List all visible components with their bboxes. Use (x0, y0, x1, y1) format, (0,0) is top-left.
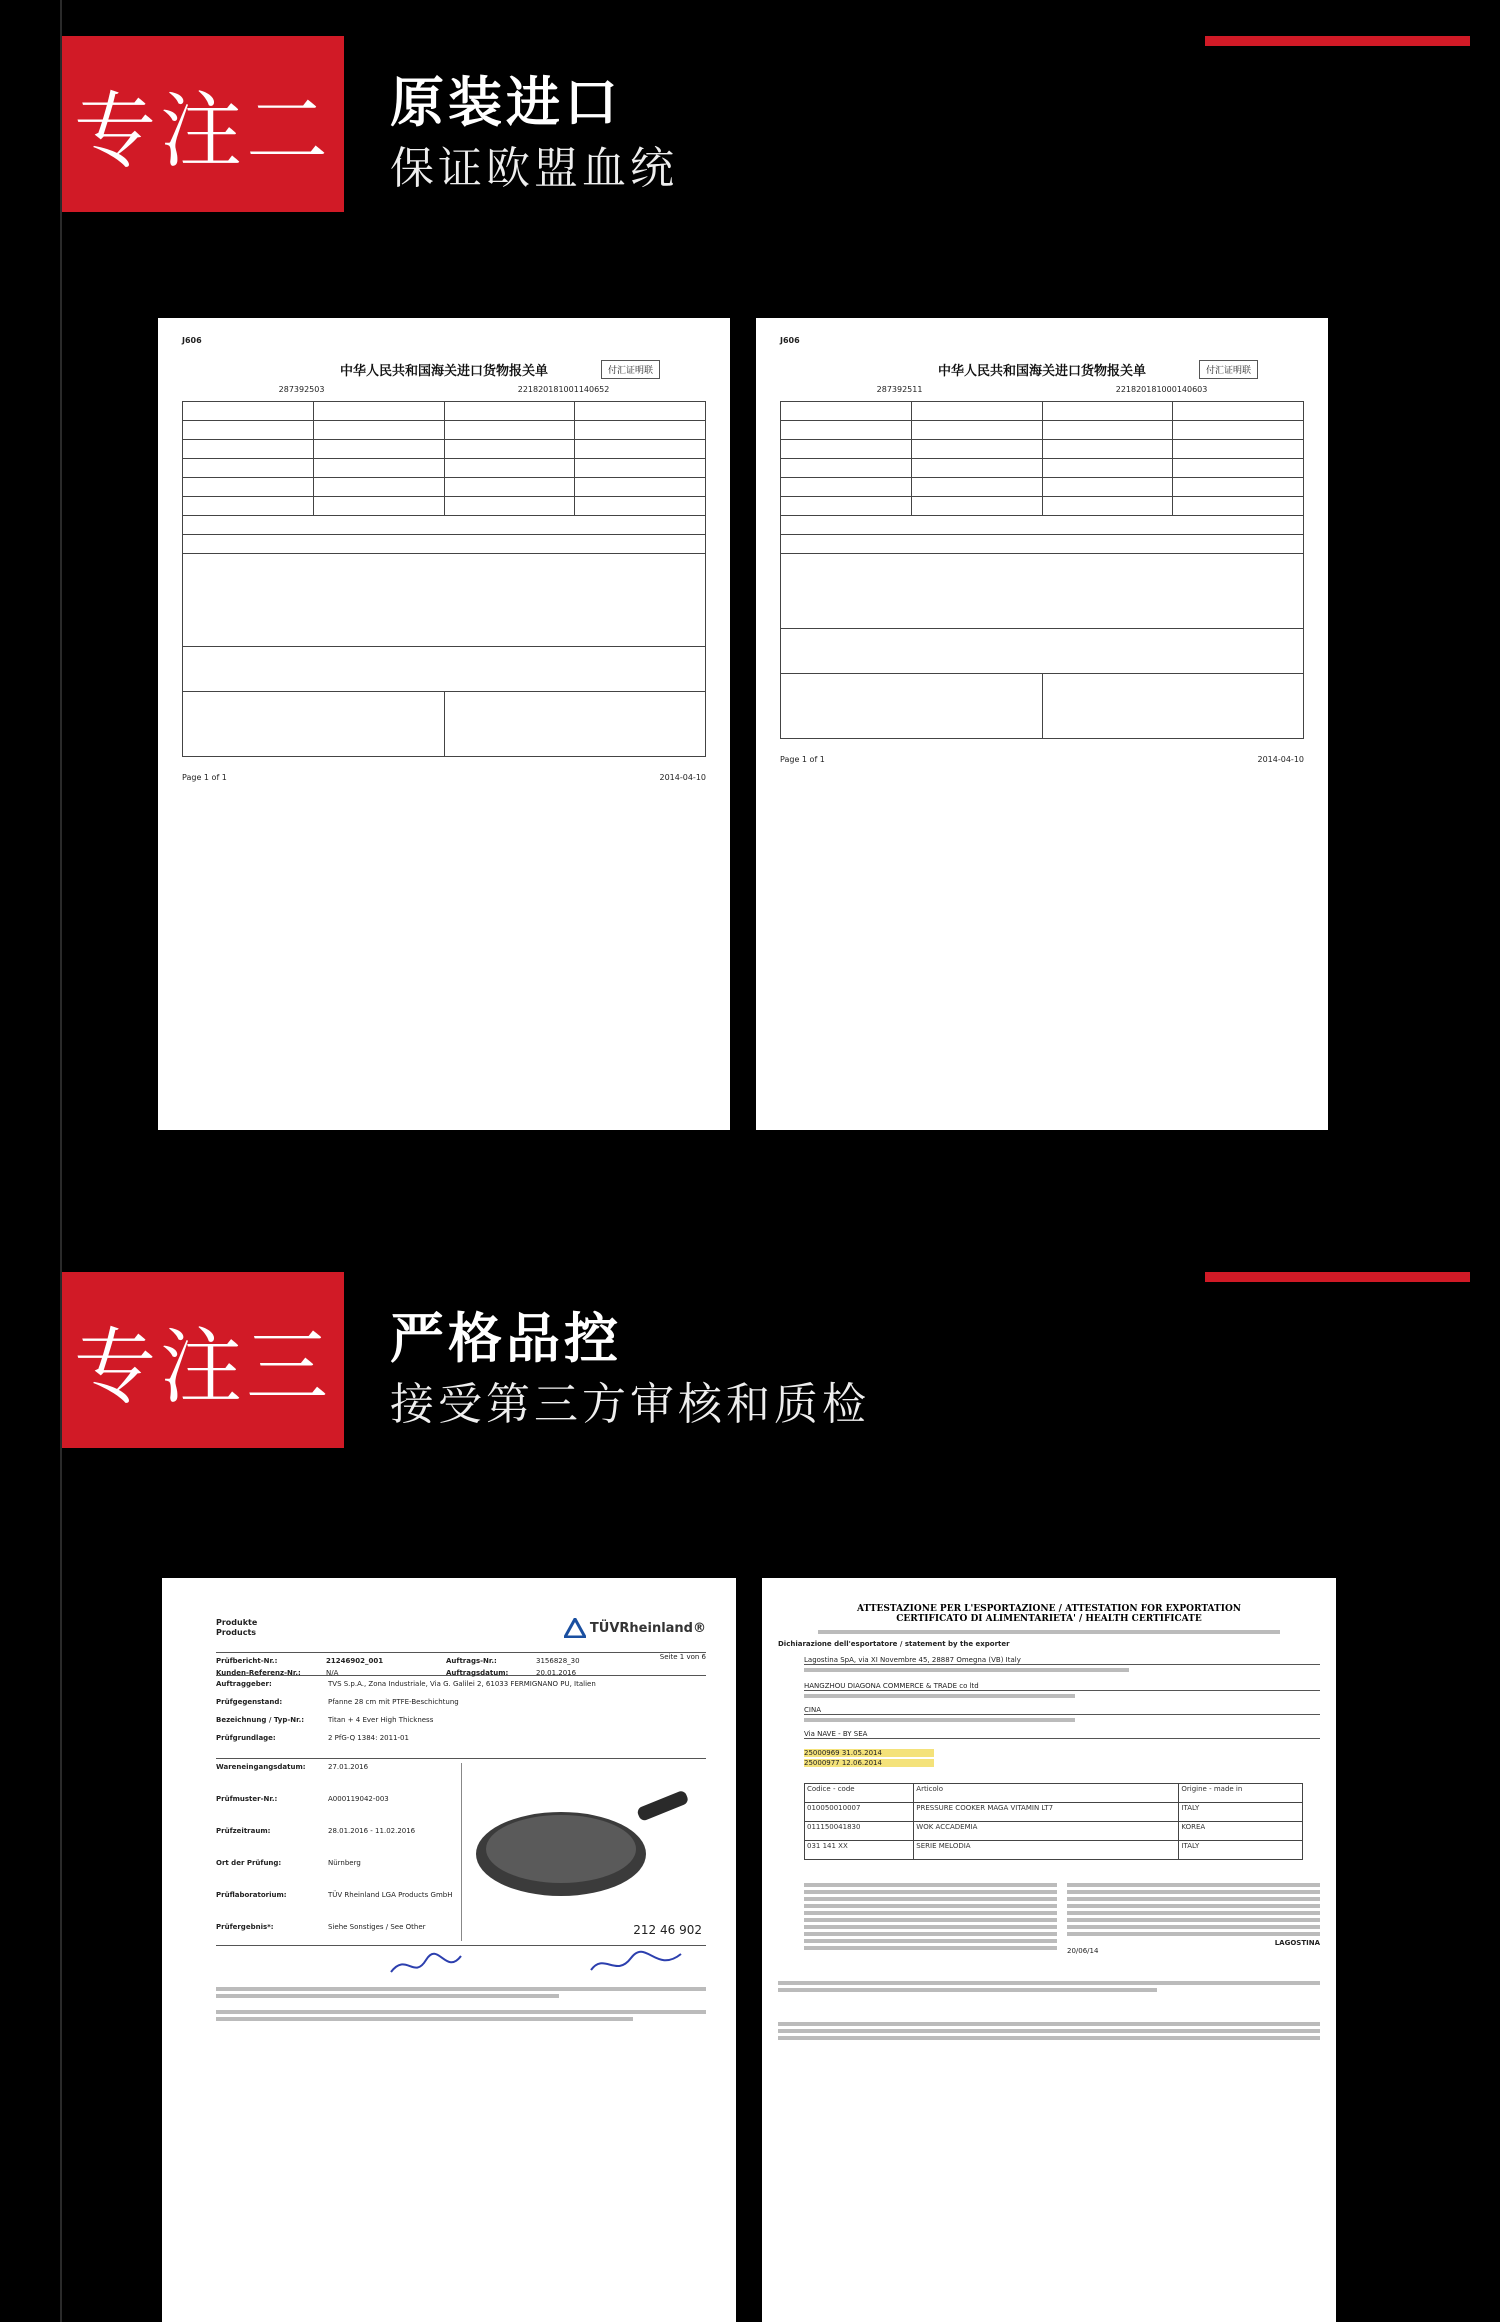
table-row (805, 1822, 1303, 1841)
left-rail (60, 0, 62, 2322)
text-line (804, 1883, 1057, 1887)
ref-left: 287392511 (876, 385, 923, 394)
footer-page: Page 1 of 1 (182, 773, 227, 782)
footer-page: Page 1 of 1 (780, 755, 825, 764)
text-line (216, 2017, 633, 2021)
row-code: 031 141 XX (805, 1841, 914, 1860)
text-line (216, 1987, 706, 1991)
table-row (805, 1803, 1303, 1822)
vessel-value: Via NAVE - BY SEA (804, 1730, 1320, 1739)
form-code: J606 (780, 336, 800, 345)
photo-number: 212 46 902 (633, 1923, 702, 1937)
report-detail-grid (216, 1680, 706, 1742)
tuv-triangle-icon (564, 1618, 586, 1638)
place-label: Ort der Prüfung: (216, 1859, 282, 1867)
pan-photo (461, 1763, 706, 1941)
order-date-label: Auftragsdatum: (446, 1669, 509, 1677)
text-line (1067, 1897, 1320, 1901)
declaration-columns (804, 1880, 1320, 1955)
declaration-table (182, 401, 706, 757)
ref-row (780, 385, 1304, 395)
ref-label: Kunden-Referenz-Nr.: (216, 1669, 301, 1677)
col-origin: Origine - made in (1179, 1784, 1302, 1803)
order-no: 3156828_30 (536, 1657, 580, 1665)
ref-right: 221820181000140603 (1115, 385, 1208, 394)
report-header-grid (216, 1657, 706, 1677)
text-line (778, 2036, 1320, 2040)
sample-value: A000119042-003 (328, 1795, 389, 1803)
row-article: SERIE MELODIA (914, 1841, 1179, 1860)
lab-label: Prüflaboratorium: (216, 1891, 287, 1899)
country-value: CINA (804, 1706, 1320, 1715)
certificate-title-1: ATTESTAZIONE PER L'ESPORTAZIONE / ATTESTATION FOR EXPORTATION (856, 1604, 1242, 1614)
section-title: 严格品控 (390, 1307, 622, 1370)
accent-line (1205, 1272, 1470, 1282)
period-label: Prüfzeitraum: (216, 1827, 271, 1835)
place-value: Nürnberg (328, 1859, 361, 1867)
item-value: Pfanne 28 cm mit PTFE-Beschichtung (328, 1698, 459, 1706)
receipt-value: 27.01.2016 (328, 1763, 369, 1771)
customs-declaration-1 (158, 318, 730, 1130)
text-line (778, 1988, 1157, 1992)
text-line (1067, 1904, 1320, 1908)
report-no-label: Prüfbericht-Nr.: (216, 1657, 278, 1665)
customs-declaration-2 (756, 318, 1328, 1130)
tuv-logo (564, 1618, 706, 1638)
header-left: Produkte Products (216, 1618, 258, 1637)
text-line (804, 1911, 1057, 1915)
text-line (1067, 1890, 1320, 1894)
client-label: Auftraggeber: (216, 1680, 272, 1688)
text-line (804, 1694, 1075, 1698)
certificate-title-2: CERTIFICATO DI ALIMENTARIETA' / HEALTH CERTIFICATE (896, 1614, 1202, 1624)
row-code: 010050010007 (805, 1803, 914, 1822)
text-line (804, 1718, 1075, 1722)
text-line (804, 1932, 1057, 1936)
spec-label: Prüfgrundlage: (216, 1734, 276, 1742)
text-line (1067, 1883, 1320, 1887)
product-table (804, 1783, 1303, 1860)
exporter-label: Dichiarazione dell'esportatore / statement by the exporter (778, 1640, 1010, 1648)
client-value: TVS S.p.A., Zona Industriale, Via G. Galilei 2, 61033 FERMIGNANO PU, Italien (328, 1680, 596, 1688)
text-line (818, 1630, 1280, 1634)
tuv-logo-text: TÜVRheinland® (589, 1620, 706, 1636)
section-subtitle: 保证欧盟血统 (390, 143, 678, 194)
ref-row (182, 385, 706, 395)
declaration-title: 中华人民共和国海关进口货物报关单 (937, 364, 1146, 379)
section-subtitle: 接受第三方审核和质检 (390, 1379, 870, 1430)
section-badge: 专注二 (62, 36, 344, 212)
period-value: 28.01.2016 - 11.02.2016 (328, 1827, 416, 1835)
text-line (1067, 1932, 1320, 1936)
row-origin: KOREA (1179, 1822, 1302, 1841)
text-line (804, 1946, 1057, 1950)
invoice-2: 25000977 12.06.2014 (804, 1759, 934, 1767)
sample-label: Prüfmuster-Nr.: (216, 1795, 278, 1803)
footer-date: 2014-04-10 (659, 773, 706, 782)
result-label: Prüfergebnis*: (216, 1923, 274, 1931)
text-line (778, 1981, 1320, 1985)
text-line (216, 1994, 559, 1998)
destination-value: HANGZHOU DIAGONA COMMERCE & TRADE co ltd (804, 1682, 1320, 1691)
accent-line (1205, 36, 1470, 46)
spec-value: 2 PfG-Q 1384: 2011-01 (328, 1734, 409, 1742)
invoice-1: 25000969 31.05.2014 (804, 1749, 934, 1757)
section-title: 原装进口 (390, 71, 622, 134)
row-origin: ITALY (1179, 1841, 1302, 1860)
text-line (804, 1890, 1057, 1894)
ref-left: 287392503 (278, 385, 325, 394)
signature-date: 20/06/14 (1067, 1947, 1099, 1955)
signature-company: LAGOSTINA (1274, 1939, 1320, 1947)
form-code: J606 (182, 336, 202, 345)
text-line (1067, 1911, 1320, 1915)
doc-footer (182, 773, 706, 783)
text-line (778, 2029, 1320, 2033)
doc-footer (780, 755, 1304, 765)
footer-date: 2014-04-10 (1257, 755, 1304, 764)
text-line (804, 1925, 1057, 1929)
ref-value: N/A (326, 1669, 339, 1677)
declaration-title: 中华人民共和国海关进口货物报关单 (339, 364, 548, 379)
payment-stamp: 付汇证明联 (601, 360, 660, 379)
signatures (216, 1950, 706, 1984)
signature-icon (586, 1950, 686, 1980)
sample-grid (216, 1763, 461, 1941)
text-line (1067, 1925, 1320, 1929)
col-article: Articolo (914, 1784, 1179, 1803)
row-article: PRESSURE COOKER MAGA VITAMIN LT7 (914, 1803, 1179, 1822)
payment-stamp: 付汇证明联 (1199, 360, 1258, 379)
text-line (804, 1897, 1057, 1901)
col-code: Codice - code (805, 1784, 914, 1803)
declaration-table (780, 401, 1304, 739)
frying-pan-icon (466, 1769, 696, 1919)
row-article: WOK ACCADEMIA (914, 1822, 1179, 1841)
text-line (778, 2022, 1320, 2026)
order-no-label: Auftrags-Nr.: (446, 1657, 497, 1665)
result-value: Siehe Sonstiges / See Other (328, 1923, 426, 1931)
text-line (804, 1668, 1129, 1672)
row-code: 011150041830 (805, 1822, 914, 1841)
text-line (804, 1918, 1057, 1922)
ref-right: 221820181001140652 (517, 385, 610, 394)
item-label: Prüfgegenstand: (216, 1698, 283, 1706)
health-certificate (762, 1578, 1336, 2322)
tuv-test-report (162, 1578, 736, 2322)
text-line (804, 1939, 1057, 1943)
exporter-value: Lagostina SpA, via XI Novembre 45, 28887 Omegna (VB) Italy (804, 1656, 1320, 1665)
text-line (804, 1904, 1057, 1908)
text-line (216, 2010, 706, 2014)
row-origin: ITALY (1179, 1803, 1302, 1822)
signature-icon (386, 1950, 466, 1980)
report-no: 21246902_001 (326, 1657, 384, 1665)
type-value: Titan + 4 Ever High Thickness (328, 1716, 434, 1724)
order-date: 20.01.2016 (536, 1669, 577, 1677)
section-badge: 专注三 (62, 1272, 344, 1448)
receipt-label: Wareneingangsdatum: (216, 1763, 306, 1771)
table-row (805, 1841, 1303, 1860)
type-label: Bezeichnung / Typ-Nr.: (216, 1716, 305, 1724)
page-indicator: Seite 1 von 6 (659, 1653, 706, 1661)
text-line (1067, 1918, 1320, 1922)
lab-value: TÜV Rheinland LGA Products GmbH (328, 1891, 453, 1899)
